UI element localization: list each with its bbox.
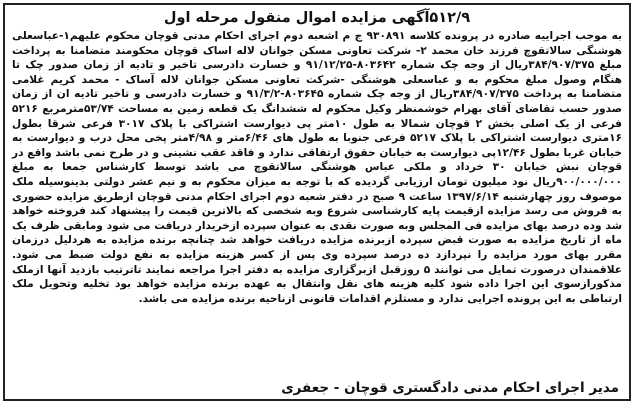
auction-notice [3, 3, 631, 401]
notice-title: ۵۱۲/۹آگهی مزایده اموال منقول مرحله اول [163, 10, 471, 26]
notice-signature: مدیر اجرای احکام مدنی دادگستری قوچان - جعفری [281, 380, 619, 396]
notice-body: به موجب اجراییه صادره در پرونده کلاسه ۹۳۰۸۹۱ ج م اشعبه دوم اجرای احکام مدنی قوچان محکوم علیهم۱-عباسعلی هوشنگی سالاتقوچ فرزند خان محمد ۲- شرکت تعاونی مسکن جوانان لاله اساک قوچان محکومند متضامنا به پرداخت مبلغ ۳۸۴/۹۰۷/۳۷۵ریال از وجه چک شماره ۸۰۳۶۴۲-۹۱/۱۲/۲۵ و خسارت دادرسی تاخیر و تادیه از زمان صدور چک تا هنگام وصول مبلغ محکوم به و عباسعلی هوشنگی -شرکت تعاونی مسکن جوانان لاله آساک - محمد کریم غلامی متضامنا به پرداخت ۳۸۴/۹۰۷/۳۷۵ریال از وجه چک شماره ۸۰۳۶۴۵-۹۱/۳/۲ و خسارت دادرسی و تاخیر تادیه ان از زمان صدور حسب تقاضای آقای بهرام خوشمنظر وکیل محکوم له ششدانگ یک قطعه زمین به مساحت ۵۳/۷۴مترمربع ۵۲۱۶ فرعی از یک اصلی بخش ۲ قوچان شمالا به طول ۱۰متر پی دیوارست اشتراکی با پلاک ۳۰۱۷ فرعی شرقا بطول ۱۶متری دیوارست اشتراکی با پلاک ۵۲۱۷ فرعی جنوبا به طول های ۶/۴۶متر و ۴/۹۸متر پخی محل درب و دیوارست به خیابان غربا بطول ۱۲/۴۶پی دیوارست به خیابان حقوق ارتفاقی ندارد و فاقد عقب نشینی و در طرح نمی باشد واقع در قوچان نبش خیابان ۳۰ خرداد و ملکی عباس هوشنگی سالاتقوچ می باشد توسط کارشناس جمعا به مبلغ ۹۰۰/۰۰۰/۰۰۰ریال نود میلیون تومان ارزیابی گردیده که با توجه به میزان محکوم به و نیم عشر دولتی بدینوسیله ملک موصوف روز چهارشنبه ۱۳۹۷/۶/۱۴ ساعت ۹ صبح در دفتر شعبه دوم اجرای احکام مدنی قوچان ازطریق مزایده حضوری به فروش می رسد مزایده ازقیمت پایه کارشناسی شروع وبه شخصی که بالاترین قیمت را پیشنهاد کند فروخته خواهد شد وده درصد بهای مزایده فی المجلس وبه صورت نقدی به عنوان سپرده ازخریدار دریافت می شود ومابقی ظرف یک ماه از تاریخ مزایده به صورت قبض سپرده ازبرنده مزایده دریافت خواهد شد چنانچه برنده مزایده به هردلیل درزمان مقرر بهای مورد مزایده را نپردازد ده درصد سپرده وی پس از کسر هزینه مزایده به نفع دولت ضبط می شود. علاقمندان درصورت تمایل می توانند ۵ روزقبل ازبرگزاری مزایده به دفتر اجرا مراجعه نمایند تاترتیب بازدید آنها ازملک مذکورازسوی این اجرا داده شود کلیه هزینه های نقل وانتقال به عهده برنده مزایده خواهد بود تخلیه وتحویل ملک ارتباطی به این پرونده اجرایی ندارد و مستلزم اقدامات قانونی ازناحیه برنده مزایده می باشد. [12, 30, 623, 305]
